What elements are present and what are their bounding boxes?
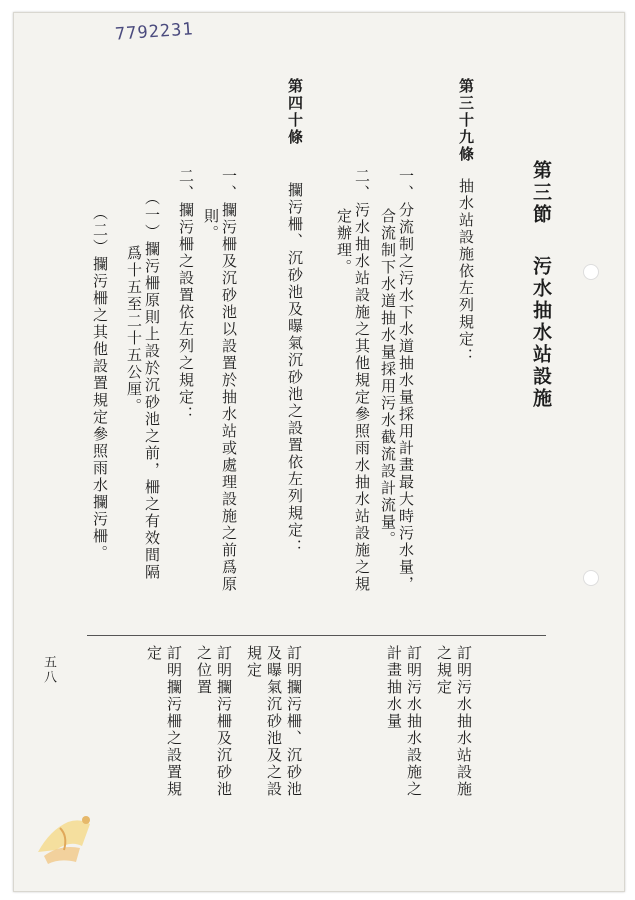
section-title (531, 160, 550, 410)
section-number: 第三節 (530, 160, 552, 226)
note-5-line2: 定 (145, 645, 163, 662)
article-39-intro: 抽水站設施依左列規定： (457, 178, 475, 365)
article-39-item2-line1: 二、污水抽水站設施之其他規定參照雨水抽水站設施之規 (353, 168, 371, 593)
binder-hole-top (583, 264, 599, 280)
article-40-item1-line1: 一、攔污柵及沉砂池以設置於抽水站或處理設施之前爲原 (220, 168, 238, 593)
article-40-item1-line2: 則。 (202, 208, 220, 242)
note-5-line1: 訂明攔污柵之設置規 (165, 645, 183, 798)
note-3-line3: 規定 (245, 645, 263, 679)
article-40-sub1-line2: 爲十五至二十五公厘。 (125, 245, 143, 415)
article-39-item1-line1: 一、分流制之污水下水道抽水量採用計畫最大時污水量， (397, 168, 415, 593)
article-39-label: 第三十九條 (457, 78, 475, 163)
note-2-line2: 計畫抽水量 (385, 645, 403, 730)
note-1-line1: 訂明污水抽水站設施 (455, 645, 473, 798)
page-number: 五八 (41, 655, 56, 685)
note-3-line1: 訂明攔污柵、沉砂池 (285, 645, 303, 798)
article-39-item2-line2: 定辦理。 (335, 208, 353, 276)
note-4-line2: 之位置 (195, 645, 213, 696)
note-1-line2: 之規定 (435, 645, 453, 696)
section-heading: 污水抽水站設施 (530, 256, 552, 410)
note-3-line2: 及曝氣沉砂池及之設 (265, 645, 283, 798)
archive-number-stamp: 7792231 (114, 19, 195, 45)
article-40-item2: 二、攔污柵之設置依左列之規定： (177, 168, 195, 423)
article-39-item1-line2: 合流制下水道抽水量採用污水截流設計流量。 (379, 208, 397, 548)
article-40-label: 第四十條 (286, 78, 304, 146)
library-logo-icon (30, 800, 100, 870)
note-4-line1: 訂明攔污柵及沉砂池 (215, 645, 233, 798)
notes-divider (87, 635, 546, 636)
binder-hole-bottom (583, 570, 599, 586)
note-2-line1: 訂明污水抽水設施之 (405, 645, 423, 798)
article-40-intro: 攔污柵、沉砂池及曝氣沉砂池之設置依左列規定： (286, 182, 304, 556)
article-40-sub2: （二）攔污柵之其他設置規定參照雨水攔污柵。 (91, 205, 109, 562)
article-40-sub1-line1: （一）攔污柵原則上設於沉砂池之前，柵之有效間隔 (143, 190, 161, 581)
